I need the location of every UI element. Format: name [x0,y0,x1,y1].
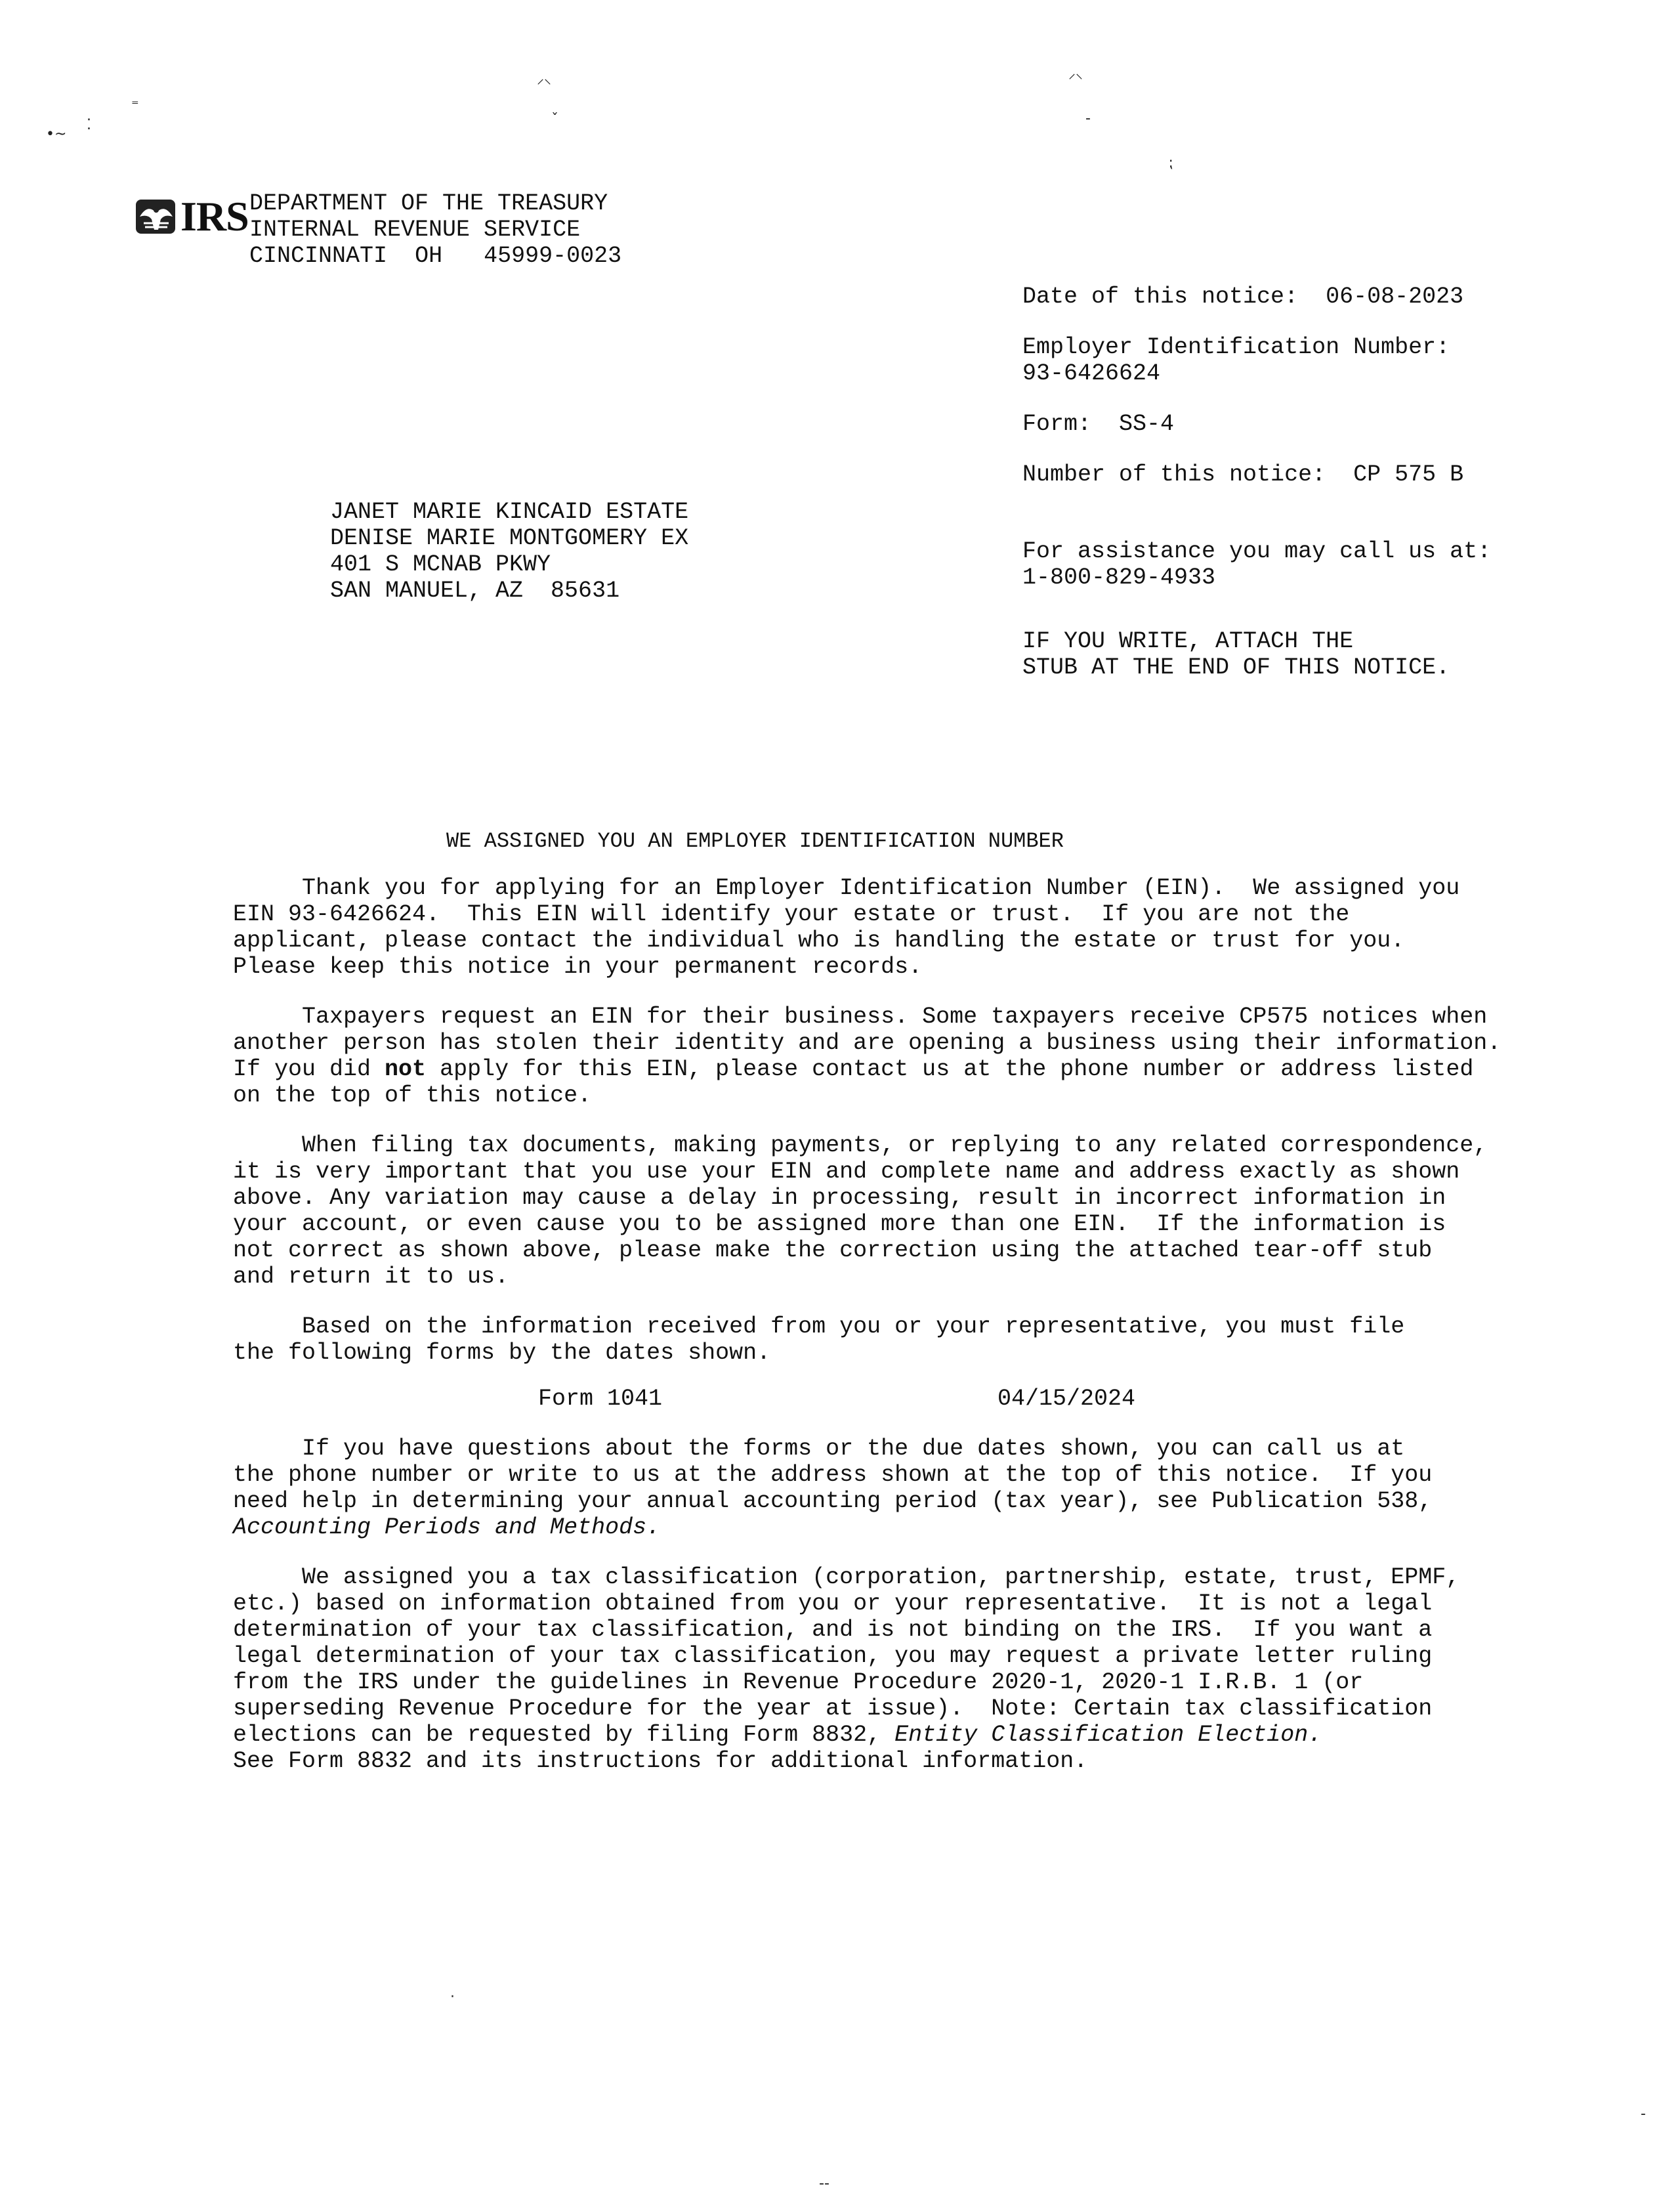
recipient-line: DENISE MARIE MONTGOMERY EX [330,525,689,551]
agency-address [249,190,621,269]
agency-city-line [249,243,621,269]
notice-number-value: CP 575 B [1353,461,1464,488]
emphasis-text: not [385,1056,427,1082]
scan-speck: ⸝⸜ [1068,66,1083,82]
irs-wordmark: IRS [180,193,249,240]
paragraph: We assigned you a tax classification (corporation, partnership, estate, trust, EPMF, etc.) based on information obtained from you or your representative. It is not a legal determination of your tax classification, and is not binding on the IRS. If you want a legal determination of your tax classification, you may request a private letter ruling from the IRS under the guidelines in Revenue Procedure 2020-1, 2020-1 I.R.B. 1 (or superseding Revenue Procedure for the year at issue). Note: Certain tax classification elections can be requested by filing Form 8832, Entity Classification Election. See Form 8832 and its instructions for additional information. [233,1564,1460,1774]
publication-title: Accounting Periods and Methods. [233,1514,661,1541]
form-label: Form: [1022,411,1092,437]
paragraph: If you have questions about the forms or the due dates shown, you can call us at the phone number or write to us at the address shown at the top of this notice. If you need help in determining your annual accounting period (tax year), see Publication 538, Accounting Periods and Methods. [233,1436,1433,1541]
irs-logo [135,193,249,240]
due-form-name: Form 1041 [538,1386,663,1412]
notice-number-label: Number of this notice: [1022,461,1326,488]
scan-speck: ‐‐ [819,2175,830,2192]
scan-speck: •~ [46,126,67,142]
form-row [1022,411,1613,437]
recipient-address [330,499,688,604]
assistance-phone: 1-800-829-4933 [1022,565,1216,591]
write-instruction-line: STUB AT THE END OF THIS NOTICE. [1022,654,1450,681]
ein-value: 93-6426624 [1022,360,1161,387]
recipient-line: SAN MANUEL, AZ 85631 [330,578,620,604]
write-instruction-line: IF YOU WRITE, ATTACH THE [1022,628,1354,654]
notice-info [1022,284,1613,681]
paragraph: Based on the information received from you or your representative, you must file the following forms by the dates shown. [233,1313,1405,1366]
notice-title: WE ASSIGNED YOU AN EMPLOYER IDENTIFICATION NUMBER [446,829,1064,853]
scan-speck: ‐ [1085,110,1091,127]
notice-number-row [1022,461,1613,488]
agency-city: CINCINNATI [249,243,388,269]
agency-line: DEPARTMENT OF THE TREASURY [249,190,608,217]
notice-date-value: 06-08-2023 [1326,284,1464,310]
paragraph: When filing tax documents, making payments, or replying to any related correspondence, it is very important that you use your EIN and complete name and address exactly as shown above. Any variation may cause a delay in processing, result in incorrect information in your account, or even cause you to be assigned more than one EIN. If the information is not correct as shown above, please make the correction using the attached tear-off stub and return it to us. [233,1132,1488,1290]
recipient-line: JANET MARIE KINCAID ESTATE [330,499,689,525]
notice-date-label: Date of this notice: [1022,284,1299,310]
scan-speck: ⸝⸜ [537,71,552,87]
agency-zip: 45999-0023 [484,243,622,269]
form-title: Entity Classification Election. [894,1722,1322,1748]
assistance-label: For assistance you may call us at: [1022,538,1492,565]
scan-speck: ‐ [1641,2106,1646,2122]
scan-speck: ⁏ [1168,155,1173,171]
notice-body [233,875,1559,1798]
scan-speck: ⁼ [131,97,139,114]
scan-speck: ⁚ [87,117,91,133]
form-value: SS-4 [1119,411,1175,437]
recipient-line: 401 S MCNAB PKWY [330,551,551,578]
scan-speck: · [450,1989,455,2005]
agency-line: INTERNAL REVENUE SERVICE [249,217,581,243]
due-form-date: 04/15/2024 [998,1386,1136,1412]
eagle-icon [135,197,178,236]
paragraph: Thank you for applying for an Employer Identification Number (EIN). We assigned you EIN 93-6426624. This EIN will identify your estate or trust. If you are not the applicant, please contact the individual who is handling the estate or trust for you. Please keep this notice in your permanent records. [233,875,1460,980]
due-form-row [233,1386,1559,1412]
paragraph: Taxpayers request an EIN for their business. Some taxpayers receive CP575 notices when another person has stolen their identity and are opening a business using their information. If you did not apply for this EIN, please contact us at the phone number or address listed on the top of this notice. [233,1004,1502,1109]
notice-date-row [1022,284,1613,310]
ein-label: Employer Identification Number: [1022,334,1450,360]
scan-speck: ˇ [551,112,558,128]
agency-state: OH [415,243,443,269]
